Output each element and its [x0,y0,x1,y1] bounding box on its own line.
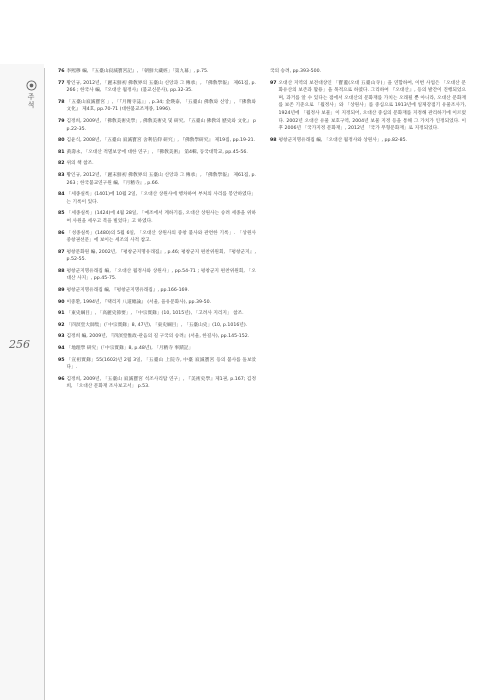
footnote [58,68,256,76]
margin-rule [44,68,45,700]
footnote [58,345,256,353]
margin-band [0,64,44,700]
footnote-number: 92 [58,322,65,328]
footnote-number: 97 [270,80,277,86]
footnote-number: 78 [58,99,65,105]
footnote-text: 황인규, 2012년, 「麗末鮮初 佛敎界의 五臺山 신앙과 그 傳承」, 『佛敎學報』 제61집, p.263 ; 한국불교연구원 編, 『月精寺』, p.66. [66,172,256,186]
page-number: 256 [9,338,30,351]
footnote-text: 평창군지명유래집 編, 『평창군지명유래집』, pp.166-169. [66,288,190,294]
footnote-text: 「地理學 研究」(「中宗實錄」8, p.48년), 「月精寺 事蹟記」 [66,346,194,352]
footnote [58,287,256,295]
footnote-text: 김정희, 2009년, 「佛敎美術史學」, 佛敎美術史 및 研究, 『五臺山 佛敎의 歷史와 文化』 pp.22-35. [66,118,256,132]
footnote [270,80,466,133]
footnote-text: 김정희 編, 2009년, 『四溟堂惟政-관음의 길 구국의 승려』(서울, 한길사), pp.145-152. [66,334,250,340]
footnote-number: 83 [58,172,65,178]
footnote-text: 「세종실록」(1401)에 10월 2일, 「오대산 상원사에 행차하여 부처의 사리를 봉안하였다」는 기록이 있다. [66,192,256,205]
footnote-text: 황인규, 2012년, 「麗末鮮初 佛敎界의 五臺山 신앙과 그 傳承」, 『佛敎學報』 제61집, p.266 ; 한국사 編, 『오대산 월정사』(불교신문사), pp.32-35. [66,80,256,94]
footnote-number: 80 [58,138,65,144]
footnote-text: 김윤식, 2008년, 「五臺山 寂滅寶宮 舍利信仰 研究」, 『佛敎學研究』 제19집, pp.19-21. [66,138,256,144]
footnote [270,68,466,76]
footnote [58,80,256,95]
footnote-number: 77 [58,80,65,86]
footnote-number: 89 [58,288,65,294]
footnote-text: 위의 책 참조. [66,161,94,167]
footnote-number: 90 [58,299,65,305]
footnote [58,357,256,372]
footnote-number: 82 [58,161,65,167]
footnote-number: 93 [58,334,65,340]
footnote-number: 84 [58,192,65,198]
footnote-number: 79 [58,118,65,124]
section-label: 주석 [27,93,35,109]
notes-column-right [270,68,466,148]
footnote [58,268,256,283]
footnote-text: 이중환, 1994년, 『택리지 八道總論』 (서울, 을유문화사), pp.39-50. [66,299,212,305]
footnote [58,191,256,206]
section-icon [26,80,37,91]
footnote-text: 평창군지명유래집 編, 「오대산 월정사와 상원사」, pp.82-85. [278,137,408,143]
footnote-text: 「세종실록」(1424)에 4월 28일, 「예조에서 계하기를, 오대산 상원사는 승려 세종을 위하여 사원을 세우고 복을 빌었다」고 하였다. [66,211,256,224]
footnote [58,249,256,264]
footnote [270,137,466,145]
footnote-text: 「宣祖實錄」55(1602)년 2월 3일, 「五臺山 上院寺, 中臺 寂滅寶宮 등의 불사를 돌보았다」. [66,357,256,371]
footnote-text: 黃壽永, 「오대산 적멸보궁에 대한 연구」, 『佛敎美術』 第4輯, 동국대학교, pp.45-56. [66,149,248,155]
footnote [58,118,256,133]
footnote-number: 96 [58,376,65,382]
footnote [58,210,256,225]
footnote-text: 국의 승려, pp.393-500. [270,69,322,74]
footnote [58,149,256,157]
section-tab [22,80,40,138]
footnote-number: 98 [270,137,277,143]
footnote-text: 「五臺山寂滅寶宮 」, 「『月精寺誌』」, p.34; 金煐泰, 「五臺山 佛敎와 신앙」, 『佛敎와 文化』 제4호, pp.70-71 (대한불교조계종, 1996). [66,99,256,113]
footnote [58,230,256,245]
footnote-text: 李熙穆 編, 『五臺山寂滅寶宮記』, 「朝鮮大藏經」「第九幕」, p.75. [66,69,209,74]
footnote-number: 87 [58,249,65,255]
notes-column-left [58,68,256,395]
footnote [58,299,256,307]
footnote [58,137,256,145]
footnote-number: 86 [58,230,65,236]
footnote [58,99,256,114]
footnote-text: 「성종실록」(1480)의 5월 6일, 「오대산 상원사의 중창 불사와 관련한 기록」. 「상원사 중창권선문」에 보이는 세조의 사적 참고. [66,230,256,244]
footnote-text: 오대산 지역의 보전대상인 「寶蓋(오대 五臺山寺)」을 연합하여, 이번 사업은 「오대산 문화유산의 보존과 활용」을 목적으로 하였다. 그리하여 『오대산』, 등의 발간이 진행되었으며, 과거를 알 수 있다는 점에서 오대산의 문화재를 가치는 오래될 뿐 아니라, 오대산 문화재를 보존 기준으로 「월정사」와 「상원사」를 중심으로 1913년에 일제강점기 유물조사가, 1924년에 「월정사 보물」이 지정되어, 오대산 중심의 문화재를 지정해 관리하기에 이르렀다. 2002년 오대산 유물 보호구역, 2004년 보물 지정 등을 통해 그 가치가 인정되었다. 이후 2006년 「국가지정 문화재」, 2012년 「국가 무형문화재」로 지정되었다. [278,80,466,132]
footnote-number: 76 [58,69,65,74]
footnote-text: 평창문화원 編, 2002년, 『평창군지명유래집』, p.46; 평창군지 편찬위원회, 『평창군지』, p.52-55. [66,249,256,263]
footnote-number: 88 [58,268,65,274]
footnote-text: 김정희, 2009년, 「五臺山 寂滅寶宮 석조사리탑 연구」, 『美術史學』제1권, p.167; 김정희, 「오대산 문화재 조사보고서」 p.53. [66,376,256,390]
footnote [58,310,256,318]
footnote-number: 94 [58,346,65,352]
footnote [58,376,256,391]
footnote-number: 81 [58,149,65,155]
footnote [58,333,256,341]
footnote-text: 「東史綱目」, 「高麗史節要」, 「中宗實錄」(10, 1015년), 「고려사 지리지」 참조. [66,311,244,317]
footnote [58,322,256,330]
footnote-number: 85 [58,211,65,217]
footnote [58,160,256,168]
footnote-number: 95 [58,357,65,363]
footnote-text: 평창군지명유래집 編, 「오대산 월정사와 상원사」, pp.54-71 ; 평창군지 편찬위원회, 「오대산 사지」, pp.45-75. [66,268,256,282]
footnote [58,172,256,187]
footnote-text: 「四溟堂大師集」(「中宗實錄」8, 47년), 「東史綱目」, 「五臺山史」(10, p.1016년). [66,322,248,328]
footnote-number: 91 [58,311,65,317]
